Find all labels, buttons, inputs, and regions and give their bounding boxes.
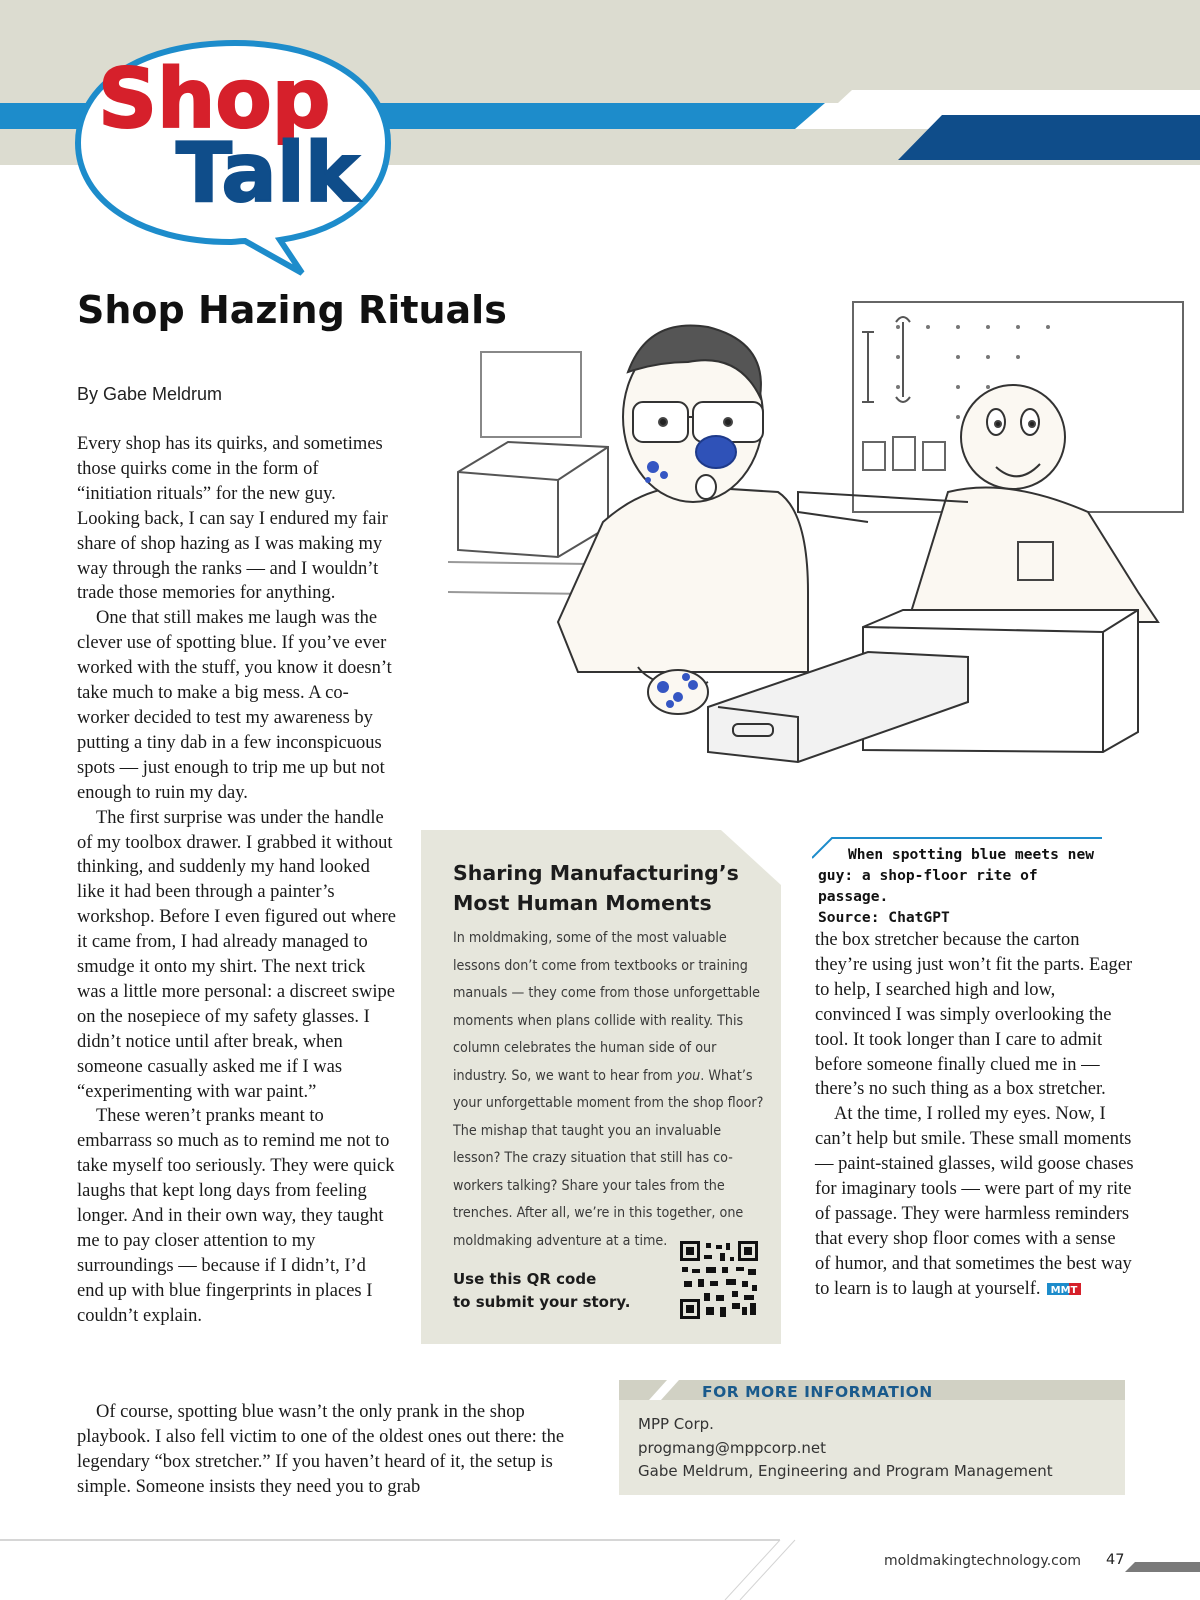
caption-line: Source: ChatGPT (818, 909, 950, 926)
illustration-caption (818, 844, 1108, 928)
article-column-3 (815, 928, 1135, 1302)
paragraph (815, 1102, 1135, 1301)
logo-shop-text: Shop (98, 52, 331, 147)
qr-label-line: Use this QR code (453, 1270, 597, 1288)
paragraph: Of course, spotting blue wasn’t the only prank in the shop playbook. I also fell victim to one of the oldest ones out there: the legendary “box stretcher.” If you haven’t heard of it, the setup is simple. Someone insists they need you to grab (77, 1402, 565, 1497)
caption-line: When spotting blue meets new (848, 846, 1095, 863)
end-mark-text: MMT (1050, 1285, 1077, 1296)
article-byline: By Gabe Meldrum (77, 384, 223, 404)
sidebar-paragraph (453, 925, 771, 1255)
qr-code[interactable] (680, 1241, 758, 1319)
shop-talk-logo (70, 35, 400, 280)
info-contact: Gabe Meldrum, Engineering and Program Management (638, 1462, 1053, 1480)
article-column-1 (77, 432, 397, 1329)
info-box-title: FOR MORE INFORMATION (702, 1383, 933, 1401)
sidebar-text-emphasis: you (676, 1067, 701, 1084)
logo-talk-text: Talk (176, 126, 360, 221)
page-number: 47 (1106, 1552, 1125, 1568)
paragraph: These weren’t pranks meant to embarrass so much as to remind me not to take myself too seriously. They were quick laughs that kept long days from feeling longer. And in their own way, they taught me to pay closer attention to my surroundings — because if I didn’t, I’d end up with blue fingerprints in places I couldn’t explain. (77, 1106, 395, 1326)
article-headline: Shop Hazing Rituals (77, 288, 507, 332)
article-column-1-continued (77, 1400, 597, 1500)
paragraph: Every shop has its quirks, and sometimes those quirks come in the form of “initiation rituals” for the new guy. Looking back, I can say I endured my fair share of shop hazing as I was making my way through the ranks — and I wouldn’t trade those memories for anything. (77, 434, 388, 604)
sidebar-title (453, 858, 773, 918)
footer-site-link[interactable]: moldmakingtechnology.com (884, 1553, 1082, 1569)
caption-line: guy: a shop-floor rite of passage. (818, 867, 1038, 905)
sidebar-text-part: . What’s your unforgettable moment from the shop floor? The mishap that taught you an invaluable lesson? The crazy situation that still has co-workers talking? Share your tales from the trenches. After all, we’re in this together, one moldmaking adventure at a time. (453, 1067, 764, 1249)
paragraph-text: At the time, I rolled my eyes. Now, I can’t help but smile. These small moments — paint-stained glasses, wild goose chases for imaginary tools — were part of my rite of passage. They were harmless reminders that every shop floor comes with a sense of humor, and that sometimes the best way to learn is to laugh at yourself. (815, 1104, 1134, 1299)
qr-label-line: to submit your story. (453, 1293, 631, 1311)
end-mark-logo (1047, 1283, 1081, 1295)
info-company: MPP Corp. (638, 1415, 714, 1433)
qr-label (453, 1268, 653, 1314)
cartoon-illustration (448, 292, 1193, 802)
sidebar-text (453, 925, 771, 1255)
info-box-lines (638, 1413, 1053, 1484)
paragraph: The first surprise was under the handle of my toolbox drawer. I grabbed it without thinking, and suddenly my hand looked like it had been through a painter’s workshop. Before I even figured out where it came from, I had already managed to smudge it onto my shirt. The next trick was a little more personal: a discreet swipe on the nosepiece of my safety glasses. I didn’t notice until after break, when someone casually asked me if I was “experimenting with war paint.” (77, 807, 397, 1102)
info-email-link[interactable]: progmang@mppcorp.net (638, 1438, 827, 1457)
paragraph: the box stretcher because the carton they’re using just won’t fit the parts. Eager to help, I searched high and low, convinced I was simply overlooking the tool. It took longer than I care to admit before someone finally clued me in — there’s no such thing as a box stretcher. (815, 930, 1133, 1100)
paragraph: One that still makes me laugh was the clever use of spotting blue. If you’ve ever worked with the stuff, you know it doesn’t take much to make a big mess. A co-worker decided to test my awareness by putting a tiny dab in a few inconspicuous spots — just enough to trip me up but not enough to ruin my day. (77, 608, 392, 803)
sidebar-title-line: Most Human Moments (453, 891, 712, 915)
sidebar-text-part: In moldmaking, some of the most valuable lessons don’t come from textbooks or training manuals — they come from those unforgettable moments when plans collide with reality. This column celebrates the human side of our industry. So, we want to hear from (453, 930, 760, 1084)
sidebar-title-line: Sharing Manufacturing’s (453, 861, 739, 885)
